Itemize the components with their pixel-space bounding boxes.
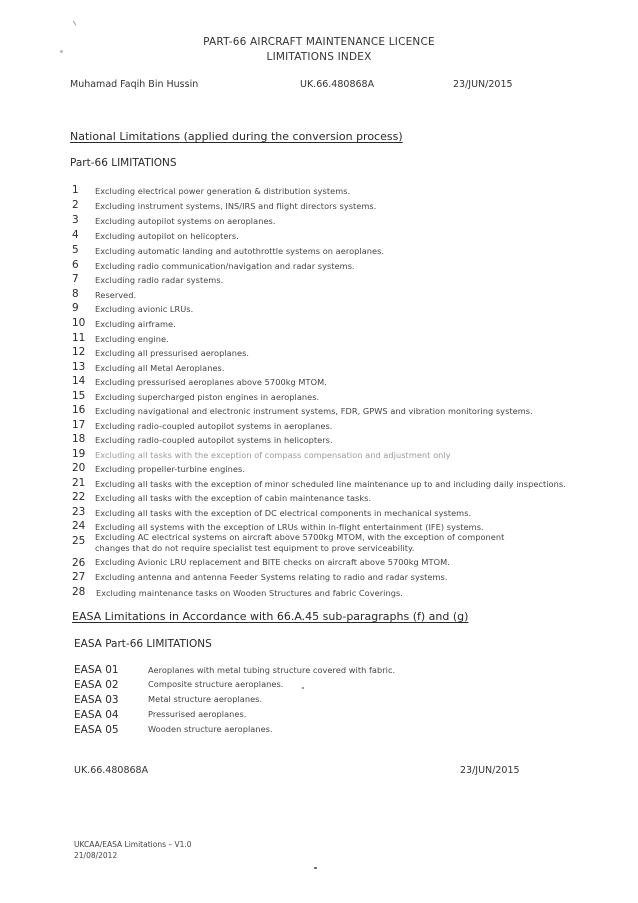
limitation-number: 26 — [72, 557, 86, 569]
limitation-text: Excluding all tasks with the exception of minor scheduled line maintenance up to and including daily inspections. — [95, 479, 566, 489]
limitation-text: Excluding autopilot on helicopters. — [95, 231, 239, 241]
limitation-number: 3 — [72, 214, 79, 226]
limitation-number: 6 — [72, 259, 79, 271]
limitation-number: 15 — [72, 390, 86, 402]
limitation-text: Excluding automatic landing and autothrottle systems on aeroplanes. — [95, 246, 385, 256]
limitation-number: 1 — [72, 184, 79, 196]
limitation-text: Excluding pressurised aeroplanes above 5700kg MTOM. — [95, 377, 327, 387]
limitation-number: 10 — [72, 317, 86, 329]
limitation-text: Excluding all tasks with the exception of cabin maintenance tasks. — [95, 493, 372, 503]
limitation-number: 16 — [72, 404, 86, 416]
easa-limitation-text: Composite structure aeroplanes. — [148, 679, 284, 689]
easa-code: EASA 03 — [74, 694, 119, 706]
part66-limitations-subheading: Part-66 LIMITATIONS — [70, 157, 177, 169]
limitation-number: 9 — [72, 302, 79, 314]
scan-speck — [73, 20, 77, 26]
limitation-text: Excluding radio radar systems. — [95, 275, 224, 285]
limitation-number: 27 — [72, 571, 86, 583]
limitation-number: 14 — [72, 375, 86, 387]
easa-limitation-text: Aeroplanes with metal tubing structure covered with fabric. — [148, 665, 396, 675]
limitation-number: 11 — [72, 332, 86, 344]
limitation-number: 12 — [72, 346, 86, 358]
holder-name: Muhamad Faqih Bin Hussin — [70, 79, 199, 90]
limitation-text: Excluding supercharged piston engines in aeroplanes. — [95, 392, 320, 402]
document-subtitle: LIMITATIONS INDEX — [266, 51, 372, 63]
easa-code: EASA 05 — [74, 724, 119, 736]
limitation-number: 24 — [72, 520, 86, 532]
limitation-text: Excluding electrical power generation & distribution systems. — [95, 186, 351, 196]
bottom-licence-number: UK.66.480868A — [74, 765, 149, 776]
easa-limitations-heading: EASA Limitations in Accordance with 66.A.45 sub-paragraphs (f) and (g) — [72, 610, 469, 623]
limitation-text: Excluding navigational and electronic instrument systems, FDR, GPWS and vibration monitoring systems. — [95, 406, 533, 416]
issue-date: 23/JUN/2015 — [453, 79, 513, 90]
scan-speck — [314, 867, 317, 869]
limitation-text: Excluding Avionic LRU replacement and BITE checks on aircraft above 5700kg MTOM. — [95, 557, 450, 567]
limitation-text: Excluding autopilot systems on aeroplanes. — [95, 216, 276, 226]
limitation-text: Excluding AC electrical systems on aircraft above 5700kg MTOM, with the exception of component changes that do not require specialist test equipment to prove serviceability. — [95, 532, 505, 553]
easa-code: EASA 04 — [74, 709, 119, 721]
scan-speck — [302, 687, 304, 689]
limitation-text: Excluding all tasks with the exception of DC electrical components in mechanical systems. — [95, 508, 472, 518]
limitation-text: Excluding maintenance tasks on Wooden Structures and fabric Coverings. — [96, 588, 403, 598]
easa-limitation-text: Metal structure aeroplanes. — [148, 694, 263, 704]
limitation-text: Excluding antenna and antenna Feeder Systems relating to radio and radar systems. — [95, 572, 448, 582]
limitation-text: Excluding all Metal Aeroplanes. — [95, 363, 225, 373]
limitation-number: 7 — [72, 273, 79, 285]
footer-doc-version: UKCAA/EASA Limitations – V1.0 — [74, 840, 192, 849]
bottom-date: 23/JUN/2015 — [460, 765, 520, 776]
limitation-text: Excluding radio-coupled autopilot systems in helicopters. — [95, 435, 333, 445]
limitation-text: Reserved. — [95, 290, 137, 300]
limitation-number: 23 — [72, 506, 86, 518]
limitation-number: 21 — [72, 477, 86, 489]
limitation-text: Excluding airframe. — [95, 319, 176, 329]
limitation-number: 19 — [72, 448, 86, 460]
limitation-number: 4 — [72, 229, 79, 241]
limitation-number: 28 — [72, 586, 86, 598]
limitation-number: 20 — [72, 462, 86, 474]
footer-doc-date: 21/08/2012 — [74, 851, 118, 860]
limitation-number: 25 — [72, 535, 86, 547]
limitation-number: 22 — [72, 491, 86, 503]
easa-code: EASA 02 — [74, 679, 119, 691]
easa-code: EASA 01 — [74, 664, 119, 676]
limitation-number: 8 — [72, 288, 79, 300]
limitation-text: Excluding propeller-turbine engines. — [95, 464, 245, 474]
limitation-text: Excluding all pressurised aeroplanes. — [95, 348, 250, 358]
limitation-text: Excluding all tasks with the exception of compass compensation and adjustment only — [95, 450, 451, 460]
limitation-text: Excluding engine. — [95, 334, 169, 344]
national-limitations-heading: National Limitations (applied during the conversion process) — [70, 130, 403, 143]
limitation-number: 18 — [72, 433, 86, 445]
limitation-text: Excluding avionic LRUs. — [95, 304, 194, 314]
easa-part66-limitations-subheading: EASA Part-66 LIMITATIONS — [74, 638, 212, 650]
easa-limitation-text: Wooden structure aeroplanes. — [148, 724, 273, 734]
limitation-number: 5 — [72, 244, 79, 256]
limitation-number: 2 — [72, 199, 79, 211]
limitation-text: Excluding radio communication/navigation and radar systems. — [95, 261, 355, 271]
limitation-text: Excluding radio-coupled autopilot systems in aeroplanes. — [95, 421, 333, 431]
easa-limitation-text: Pressurised aeroplanes. — [148, 709, 247, 719]
document-title: PART-66 AIRCRAFT MAINTENANCE LICENCE — [203, 36, 435, 48]
limitation-number: 17 — [72, 419, 86, 431]
limitation-number: 13 — [72, 361, 86, 373]
licence-number: UK.66.480868A — [300, 79, 375, 90]
limitation-text: Excluding instrument systems, INS/IRS and flight directors systems. — [95, 201, 377, 211]
limitation-text: Excluding all systems with the exception of LRUs within in-flight entertainment (IFE) systems. — [95, 522, 484, 532]
